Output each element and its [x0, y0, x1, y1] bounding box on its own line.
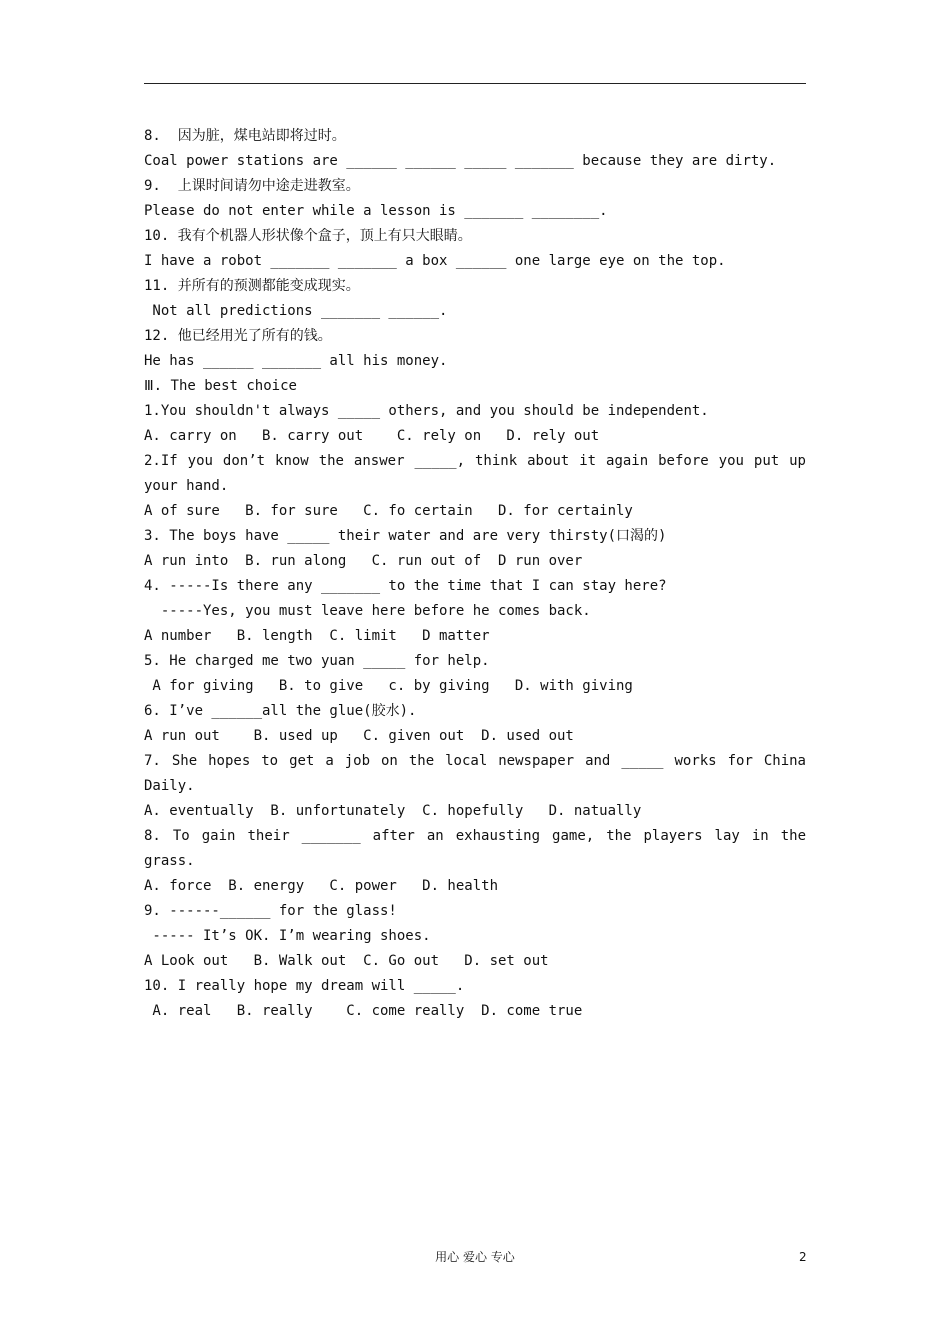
choice-1-stem: 1.You shouldn't always _____ others, and you should be independent. — [144, 403, 709, 419]
choice-9-reply: ----- It’s OK. I’m wearing shoes. — [144, 928, 431, 944]
choice-9-options: A Look out B. Walk out C. Go out D. set out — [144, 953, 549, 969]
choice-1-options: A. carry on B. carry out C. rely on D. rely out — [144, 428, 600, 444]
question-12-english: He has ______ _______ all his money. — [144, 353, 448, 369]
choice-8-stem-cont: grass. — [144, 853, 195, 869]
question-8-chinese: 8. 因为脏，煤电站即将过时。 — [144, 128, 346, 144]
question-11-chinese: 11. 并所有的预测都能变成现实。 — [144, 278, 360, 294]
section-heading: Ⅲ. The best choice — [144, 378, 297, 394]
choice-7-stem: 7. She hopes to get a job on the local newspaper and _____ works for China — [144, 753, 806, 769]
choice-10-options: A. real B. really C. come really D. come true — [144, 1003, 583, 1019]
choice-7-stem-cont: Daily. — [144, 778, 195, 794]
choice-4-reply: -----Yes, you must leave here before he comes back. — [144, 603, 591, 619]
header-rule — [144, 83, 806, 84]
choice-2-stem: 2.If you don’t know the answer _____, think about it again before you put up — [144, 453, 806, 469]
choice-2-options: A of sure B. for sure C. fo certain D. for certainly — [144, 503, 633, 519]
question-9-chinese: 9. 上课时间请勿中途走进教室。 — [144, 178, 360, 194]
document-body — [144, 124, 806, 1024]
question-10-chinese: 10. 我有个机器人形状像个盒子，顶上有只大眼睛。 — [144, 228, 472, 244]
choice-5-stem: 5. He charged me two yuan _____ for help. — [144, 653, 490, 669]
choice-6-options: A run out B. used up C. given out D. used out — [144, 728, 574, 744]
choice-8-stem: 8. To gain their _______ after an exhausting game, the players lay in the — [144, 828, 806, 844]
choice-7-options: A. eventually B. unfortunately C. hopefully D. natually — [144, 803, 642, 819]
choice-4-options: A number B. length C. limit D matter — [144, 628, 490, 644]
choice-4-stem: 4. -----Is there any _______ to the time that I can stay here? — [144, 578, 667, 594]
footer-motto: 用心 爱心 专心 — [435, 1250, 515, 1264]
question-11-english: Not all predictions _______ ______. — [144, 303, 448, 319]
choice-10-stem: 10. I really hope my dream will _____. — [144, 978, 465, 994]
choice-8-options: A. force B. energy C. power D. health — [144, 878, 499, 894]
question-9-english: Please do not enter while a lesson is _______ ________. — [144, 203, 608, 219]
question-8-english: Coal power stations are ______ ______ _____ _______ because they are dirty. — [144, 153, 777, 169]
choice-9-stem: 9. ------______ for the glass! — [144, 903, 397, 919]
choice-6-stem: 6. I’ve ______all the glue(胶水). — [144, 703, 417, 719]
choice-2-stem-cont: your hand. — [144, 478, 229, 494]
choice-3-options: A run into B. run along C. run out of D run over — [144, 553, 583, 569]
page-footer — [0, 1247, 950, 1267]
question-10-english: I have a robot _______ _______ a box ______ one large eye on the top. — [144, 253, 726, 269]
question-12-chinese: 12. 他已经用光了所有的钱。 — [144, 328, 332, 344]
page-number: 2 — [799, 1250, 807, 1264]
choice-5-options: A for giving B. to give c. by giving D. with giving — [144, 678, 633, 694]
choice-3-stem: 3. The boys have _____ their water and are very thirsty(口渴的) — [144, 528, 667, 544]
